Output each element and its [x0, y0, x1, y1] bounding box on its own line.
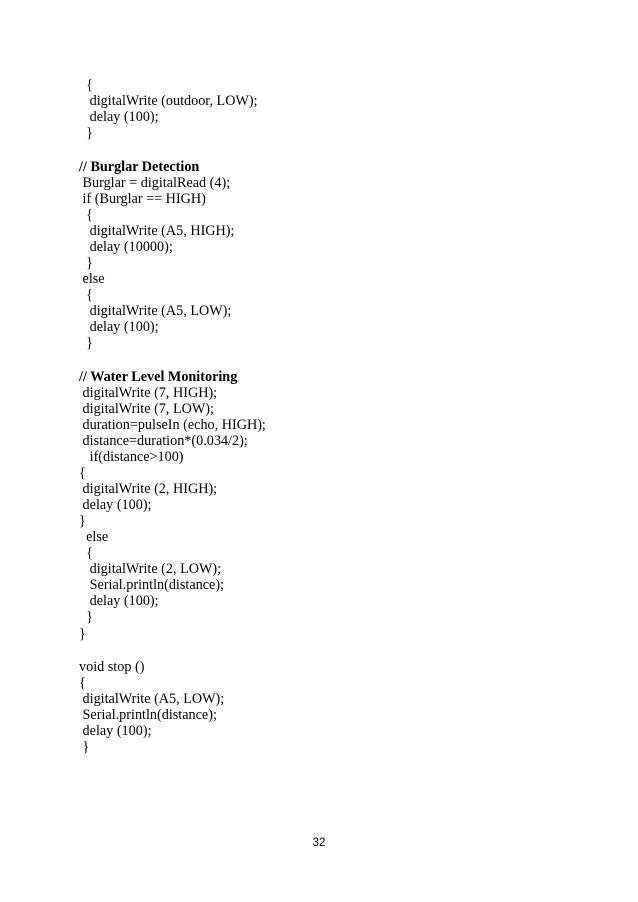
code-line: digitalWrite (7, HIGH);: [79, 384, 218, 401]
code-line: digitalWrite (A5, HIGH);: [79, 222, 235, 239]
code-line: digitalWrite (A5, LOW);: [79, 303, 232, 320]
code-line: }: [79, 254, 93, 271]
code-line: }: [79, 513, 86, 530]
code-line: }: [79, 335, 93, 352]
section-heading-burglar: [79, 159, 599, 175]
code-line: digitalWrite (2, LOW);: [79, 561, 222, 578]
heading-text: Water Level Monitoring: [90, 368, 238, 385]
blank-line: [79, 141, 599, 159]
heading-text: Burglar Detection: [90, 158, 200, 175]
code-line: }: [79, 739, 90, 756]
code-line: duration=pulseIn (echo, HIGH);: [79, 416, 266, 433]
code-line: if(distance>100): [79, 448, 184, 465]
code-block-outdoor-else: [79, 77, 599, 141]
code-line: Serial.println(distance);: [79, 707, 217, 724]
code-line: {: [79, 206, 93, 223]
code-line: {: [79, 675, 86, 692]
code-line: digitalWrite (outdoor, LOW);: [79, 93, 258, 110]
code-line: else: [79, 529, 109, 546]
code-line: Burglar = digitalRead (4);: [79, 174, 231, 191]
section-burglar-detection: [79, 159, 599, 352]
code-line: }: [79, 625, 86, 642]
code-line: }: [79, 125, 93, 142]
section-water-level-monitoring: [79, 369, 599, 642]
code-line: if (Burglar == HIGH): [79, 190, 206, 207]
code-line: delay (100);: [79, 497, 152, 514]
section-heading-water: [79, 369, 599, 385]
code-line: Serial.println(distance);: [79, 577, 224, 594]
code-line: }: [79, 609, 93, 626]
code-line: delay (100);: [79, 593, 159, 610]
comment-prefix: //: [79, 158, 91, 175]
code-line: delay (100);: [79, 109, 159, 126]
code-line: distance=duration*(0.034/2);: [79, 432, 248, 449]
blank-line: [79, 351, 599, 369]
code-line: delay (100);: [79, 723, 152, 740]
comment-prefix: //: [79, 368, 91, 385]
code-line: delay (10000);: [79, 238, 173, 255]
code-line: void stop (): [79, 659, 145, 676]
code-line: digitalWrite (7, LOW);: [79, 400, 214, 417]
code-line: digitalWrite (2, HIGH);: [79, 481, 218, 498]
code-line: {: [79, 287, 93, 304]
code-line: else: [79, 271, 105, 288]
page-number: 32: [312, 837, 326, 849]
code-line: {: [79, 77, 93, 93]
blank-line: [79, 642, 599, 660]
code-line: {: [79, 545, 93, 562]
code-line: {: [79, 465, 86, 482]
code-listing: [79, 77, 599, 755]
section-stop-function: [79, 659, 599, 755]
code-line: delay (100);: [79, 319, 159, 336]
code-line: digitalWrite (A5, LOW);: [79, 691, 225, 708]
